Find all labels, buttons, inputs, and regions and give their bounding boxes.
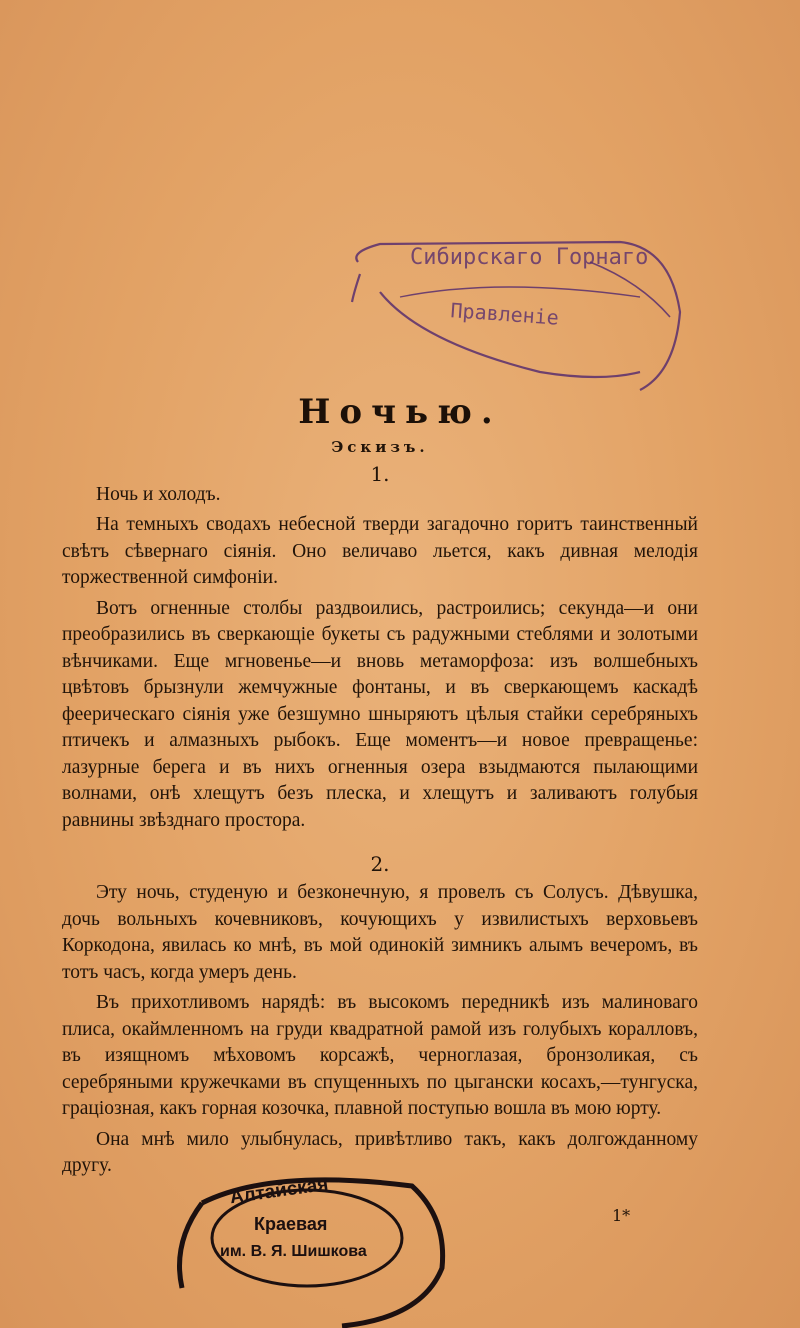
paragraph: Она мнѣ мило улыбнулась, привѣтливо такъ, какъ долгожданному другу. [62, 1128, 698, 1176]
paragraph: На темныхъ сводахъ небесной тверди загадочно горитъ таинственный свѣтъ сѣвернаго сіянія. Оно величаво льется, какъ дивная мелодія торжественной симфоніи. [62, 514, 698, 588]
stamp-bottom-line2: Краевая [254, 1214, 328, 1234]
section-1-opening: Ночь и холодъ. [96, 484, 221, 505]
section-2-body [62, 880, 698, 1180]
stamp-top-line2: Правленіе [449, 298, 560, 330]
page-number: 1* [612, 1206, 631, 1225]
paragraph: Эту ночь, студеную и безконечную, я провелъ съ Солусъ. Дѣвушка, дочь вольныхъ кочевниковъ, кочующихъ у извилистыхъ верховьевъ Коркодона, явилась ко мнѣ, въ мой одинокій зимникъ алымъ вечеромъ, въ тотъ часъ, когда умеръ день. [62, 882, 698, 983]
section-number-2: 2. [370, 852, 390, 876]
page-title: Ночью. [298, 392, 502, 432]
stamp-bottom-line3: им. В. Я. Шишкова [220, 1243, 367, 1260]
section-1-body [62, 512, 698, 834]
stamp-top-line1: Сибирскаго Горнаго [410, 245, 649, 270]
library-stamp-top [340, 222, 690, 397]
stamp-bottom-line1: Алтайская [228, 1173, 330, 1209]
paragraph: Въ прихотливомъ нарядѣ: въ высокомъ передникѣ изъ малиноваго плиса, окаймленномъ на груди квадратной рамой изъ голубыхъ коралловъ, въ изящномъ мѣховомъ корсажѣ, черноглазая, бронзоликая, съ серебряными кружечками въ спущенныхъ по цыгански косахъ,—тунгуска, граціозная, какъ горная козочка, плавной поступью вошла въ мою юрту. [62, 992, 698, 1119]
library-stamp-bottom [162, 1158, 462, 1328]
section-number-1: 1. [370, 462, 390, 486]
paragraph: Вотъ огненные столбы раздвоились, растроились; секунда—и они преобразились въ сверкающіе букеты съ радужными стеблями и золотыми вѣнчиками. Еще мгновенье—и вновь метаморфоза: изъ волшебныхъ цвѣтовъ брызнули жемчужные фонтаны, и въ сверкающемъ каскадѣ феерическаго сіянія уже безшумно шныряютъ цѣлыя стайки серебряныхъ птичекъ и алмазныхъ рыбокъ. Еще моментъ—и новое превращенье: лазурные берега и въ нихъ огненныя озера взыдмаются пылающими волнами, онѣ хлещутъ безъ плеска, и хлещутъ и заливаютъ голубыя равнины звѣзднаго простора. [62, 597, 698, 831]
page-subtitle: Эскизъ. [331, 438, 429, 456]
